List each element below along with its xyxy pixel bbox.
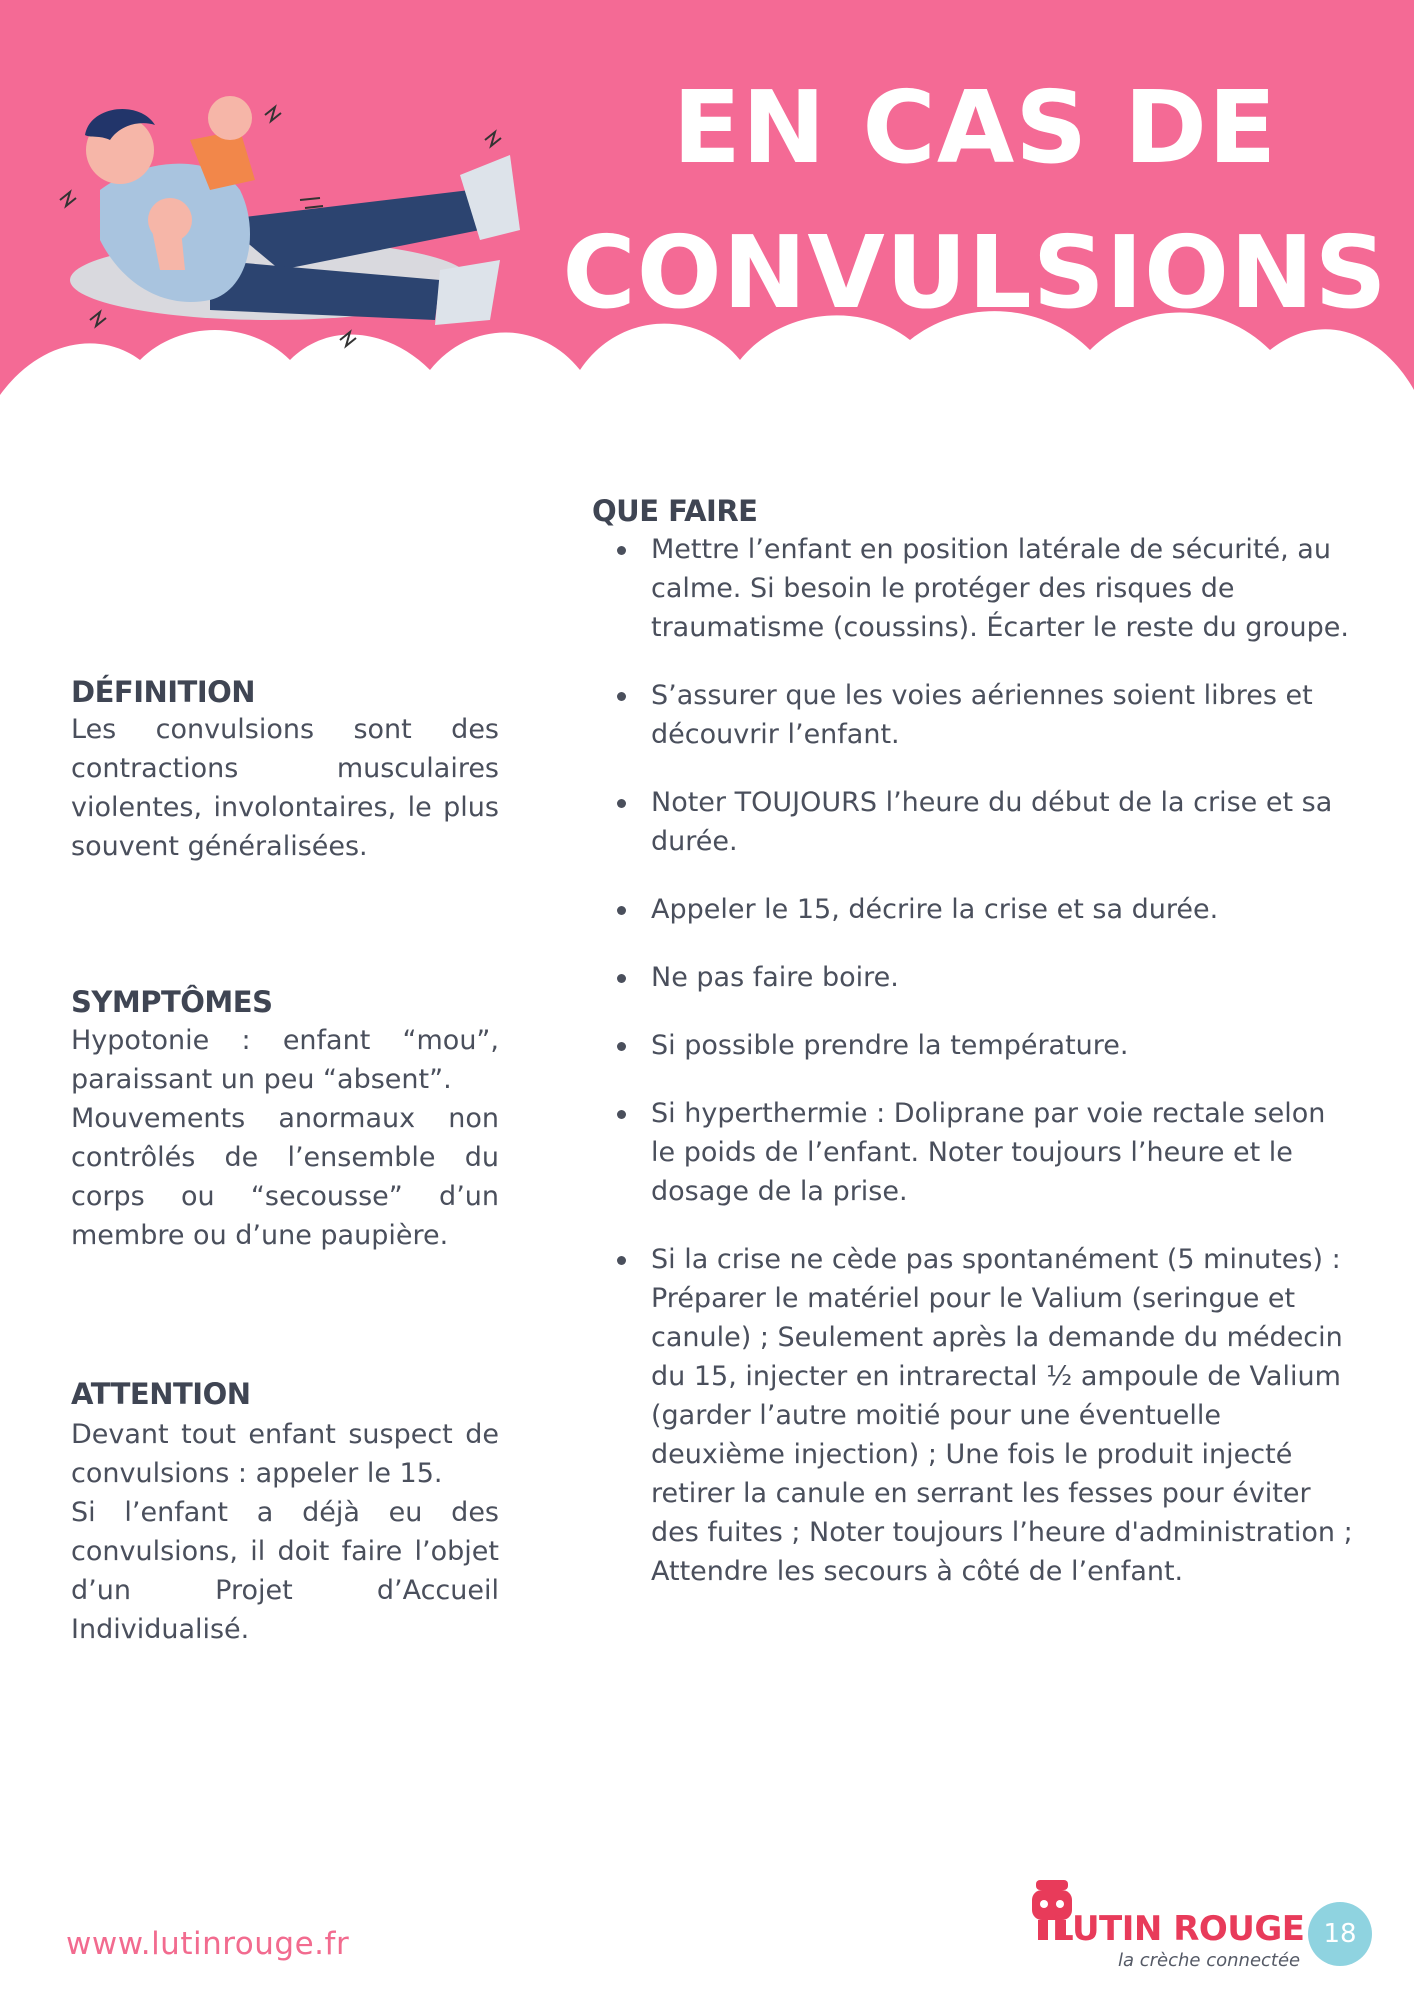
convulsion-illustration	[40, 80, 530, 380]
symptoms-line-1: Hypotonie : enfant “mou”, paraissant un peu “absent”.	[71, 1025, 499, 1095]
list-item-text: Noter TOUJOURS l’heure du début de la crise et sa durée.	[651, 787, 1333, 857]
attention-heading: ATTENTION	[71, 1377, 251, 1411]
list-item	[617, 1094, 1357, 1211]
page-title-line-1: EN CAS DE	[672, 69, 1278, 186]
list-item	[617, 890, 1357, 929]
list-item-text: Appeler le 15, décrire la crise et sa durée.	[651, 894, 1219, 925]
definition-text: Les convulsions sont des contractions musculaires violentes, involontaires, le plus souvent généralisées.	[71, 714, 499, 862]
logo-name: LUTIN ROUGE	[1052, 1909, 1305, 1949]
bullet-icon	[617, 1110, 626, 1119]
definition-heading: DÉFINITION	[71, 675, 256, 709]
list-item-text: Si possible prendre la température.	[651, 1030, 1129, 1061]
list-item	[617, 530, 1357, 647]
list-item-text: Mettre l’enfant en position latérale de sécurité, au calme. Si besoin le protéger des risques de traumatisme (coussins). Écarter le reste du groupe.	[651, 534, 1349, 643]
website-link[interactable]: www.lutinrouge.fr	[66, 1926, 350, 1962]
symptoms-heading: SYMPTÔMES	[71, 985, 273, 1019]
list-item	[617, 958, 1357, 997]
page-number-badge: 18	[1308, 1902, 1372, 1966]
list-item-text: S’assurer que les voies aériennes soient libres et découvrir l’enfant.	[651, 680, 1313, 750]
list-item	[617, 1240, 1357, 1591]
symptoms-line-2: Mouvements anormaux non contrôlés de l’ensemble du corps ou “secousse” d’un membre ou d’une paupière.	[71, 1103, 499, 1251]
bullet-icon	[617, 1042, 626, 1051]
que-faire-list	[617, 530, 1357, 1620]
attention-line-2: Si l’enfant a déjà eu des convulsions, il doit faire l’objet d’un Projet d’Accueil Individualisé.	[71, 1497, 499, 1645]
bullet-icon	[617, 546, 626, 555]
bullet-icon	[617, 799, 626, 808]
list-item	[617, 783, 1357, 861]
attention-line-1: Devant tout enfant suspect de convulsions : appeler le 15.	[71, 1419, 499, 1489]
list-item-text: Si hyperthermie : Doliprane par voie rectale selon le poids de l’enfant. Noter toujours l’heure et le dosage de la prise.	[651, 1098, 1326, 1207]
attention-text	[71, 1415, 499, 1649]
logo-tagline: la crèche connectée	[1118, 1950, 1301, 1971]
symptoms-text	[71, 1021, 499, 1255]
bullet-icon	[617, 974, 626, 983]
list-item	[617, 1026, 1357, 1065]
bullet-icon	[617, 692, 626, 701]
page-title-line-2: CONVULSIONS	[562, 214, 1388, 331]
list-item-text: Ne pas faire boire.	[651, 962, 899, 993]
bullet-icon	[617, 906, 626, 915]
list-item	[617, 676, 1357, 754]
bullet-icon	[617, 1256, 626, 1265]
que-faire-heading: QUE FAIRE	[592, 494, 758, 528]
list-item-text: Si la crise ne cède pas spontanément (5 minutes) : Préparer le matériel pour le Valium (seringue et canule) ; Seulement après la demande du médecin du 15, injecter en intrarectal ½ ampoule de Valium (garder l’autre moitié pour une éventuelle deuxième injection) ; Une fois le produit injecté retirer la canule en serrant les fesses pour éviter des fuites ; Noter toujours l’heure d'administration ; Attendre les secours à côté de l’enfant.	[651, 1244, 1353, 1587]
